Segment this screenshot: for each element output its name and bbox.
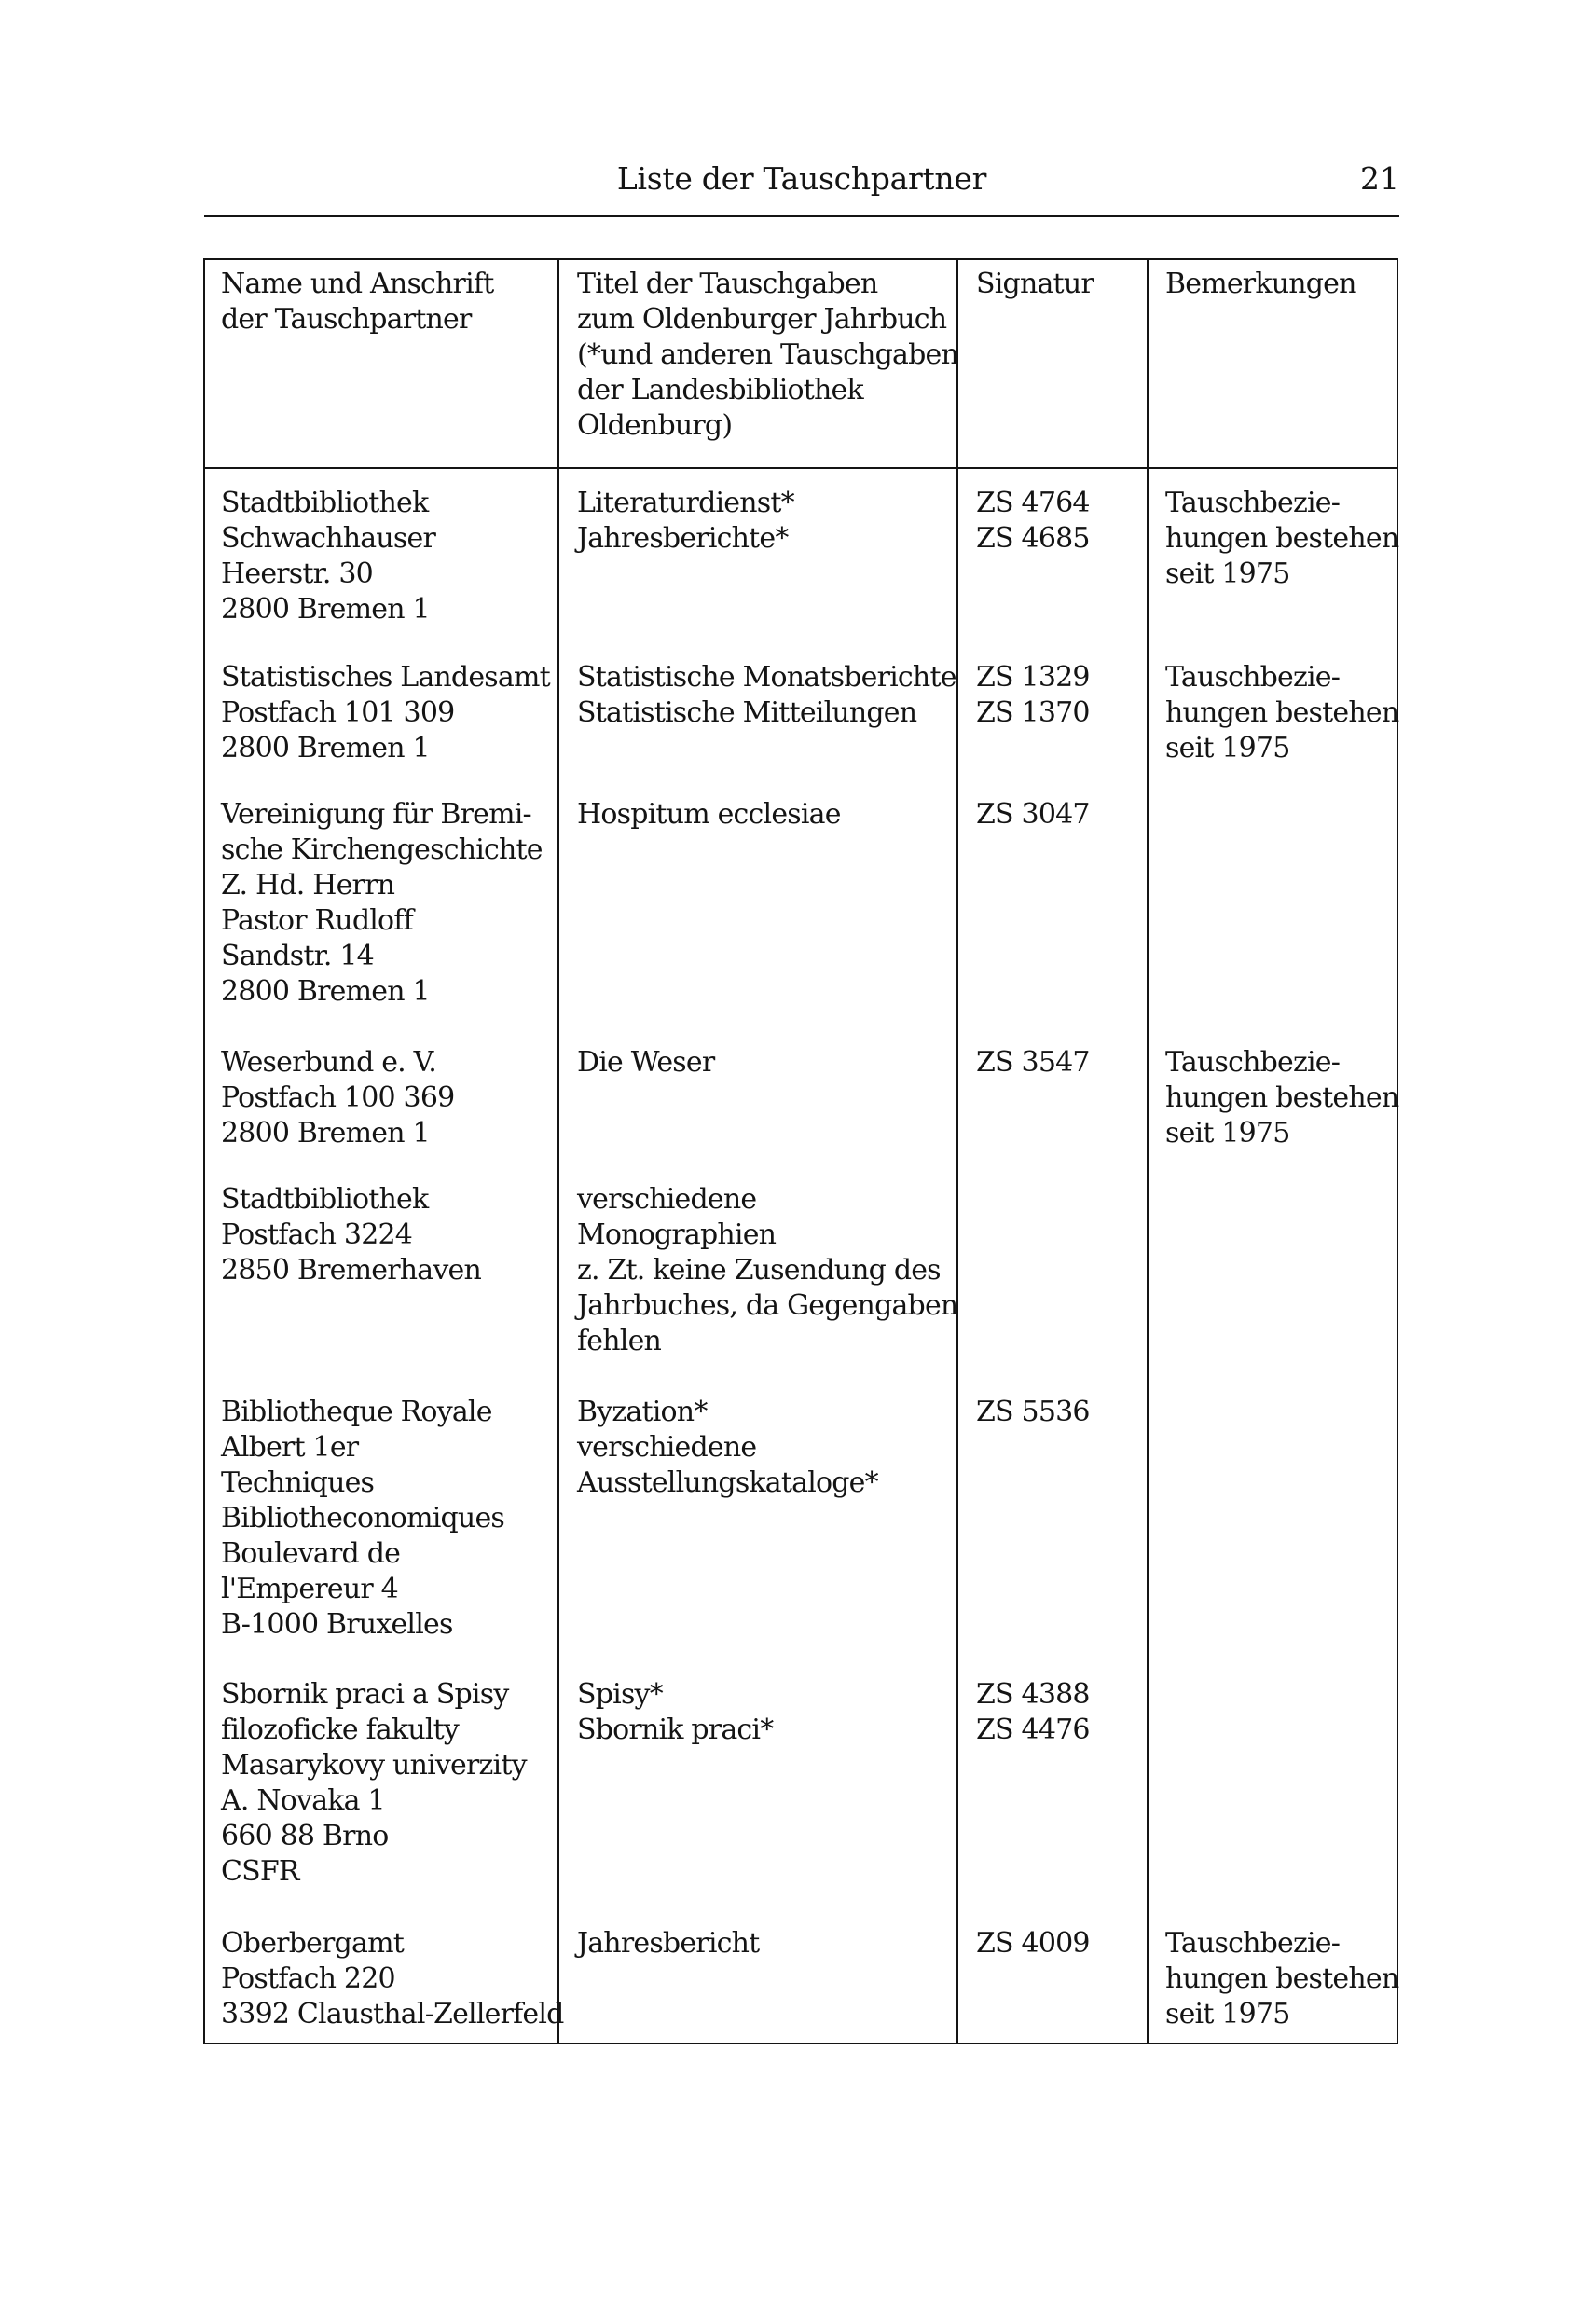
table-cell-name: Bibliotheque Royale Albert 1er Techniques Bibliotheconomiques Boulevard de l'Empereur 4 B-1000 Bruxelles: [221, 1396, 504, 1641]
column-divider: [956, 260, 958, 2043]
column-header-remarks: Bemerkungen: [1165, 268, 1356, 300]
table-cell-titles: Jahresbericht: [577, 1927, 760, 1960]
table-cell-name: Oberbergamt Postfach 220 3392 Clausthal-Zellerfeld: [221, 1927, 564, 2030]
table-cell-titles: Statistische Monatsberichte Statistische Mitteilungen: [577, 661, 956, 729]
exchange-partner-table: [203, 258, 1398, 2044]
table-cell-titles: Byzation* verschiedene Ausstellungskataloge*: [577, 1396, 878, 1499]
table-cell-signatur: ZS 4388 ZS 4476: [976, 1678, 1090, 1746]
table-cell-signatur: ZS 1329 ZS 1370: [976, 661, 1090, 729]
table-cell-remarks: Tauschbezie- hungen bestehen seit 1975: [1165, 487, 1399, 590]
column-header-name: Name und Anschrift der Tauschpartner: [221, 268, 494, 336]
table-cell-titles: Spisy* Sbornik praci*: [577, 1678, 774, 1746]
table-cell-titles: verschiedene Monographien z. Zt. keine Zusendung des Jahrbuches, da Gegengaben fehlen: [577, 1183, 958, 1357]
column-header-titles: Titel der Tauschgaben zum Oldenburger Jahrbuch (*und anderen Tauschgaben der Landesbibliothek Oldenburg): [577, 268, 958, 442]
table-cell-signatur: ZS 3047: [976, 798, 1090, 831]
table-cell-name: Vereinigung für Bremi- sche Kirchengeschichte Z. Hd. Herrn Pastor Rudloff Sandstr. 14 2800 Bremen 1: [221, 798, 543, 1008]
column-header-signatur: Signatur: [976, 268, 1094, 300]
table-cell-remarks: Tauschbezie- hungen bestehen seit 1975: [1165, 1927, 1399, 2030]
table-cell-name: Stadtbibliothek Postfach 3224 2850 Bremerhaven: [221, 1183, 481, 1287]
table-cell-signatur: ZS 4009: [976, 1927, 1090, 1960]
table-cell-signatur: ZS 4764 ZS 4685: [976, 487, 1090, 555]
running-title: Liste der Tauschpartner: [616, 160, 987, 197]
column-divider: [1147, 260, 1149, 2043]
column-divider: [557, 260, 559, 2043]
table-cell-remarks: Tauschbezie- hungen bestehen seit 1975: [1165, 661, 1399, 764]
header-rule: [204, 215, 1399, 217]
table-cell-signatur: ZS 5536: [976, 1396, 1090, 1428]
header-row-divider: [205, 467, 1396, 469]
table-cell-titles: Die Weser: [577, 1046, 715, 1079]
table-cell-name: Statistisches Landesamt Postfach 101 309 2800 Bremen 1: [221, 661, 550, 764]
page-number: 21: [1360, 160, 1399, 197]
table-cell-remarks: Tauschbezie- hungen bestehen seit 1975: [1165, 1046, 1399, 1149]
table-cell-signatur: ZS 3547: [976, 1046, 1090, 1079]
table-cell-name: Weserbund e. V. Postfach 100 369 2800 Bremen 1: [221, 1046, 455, 1149]
table-cell-name: Sbornik praci a Spisy filozoficke fakulty Masarykovy univerzity A. Novaka 1 660 88 Brno CSFR: [221, 1678, 527, 1888]
running-header: [204, 157, 1399, 213]
table-cell-titles: Hospitum ecclesiae: [577, 798, 841, 831]
table-cell-titles: Literaturdienst* Jahresberichte*: [577, 487, 794, 555]
table-cell-name: Stadtbibliothek Schwachhauser Heerstr. 30 2800 Bremen 1: [221, 487, 435, 626]
